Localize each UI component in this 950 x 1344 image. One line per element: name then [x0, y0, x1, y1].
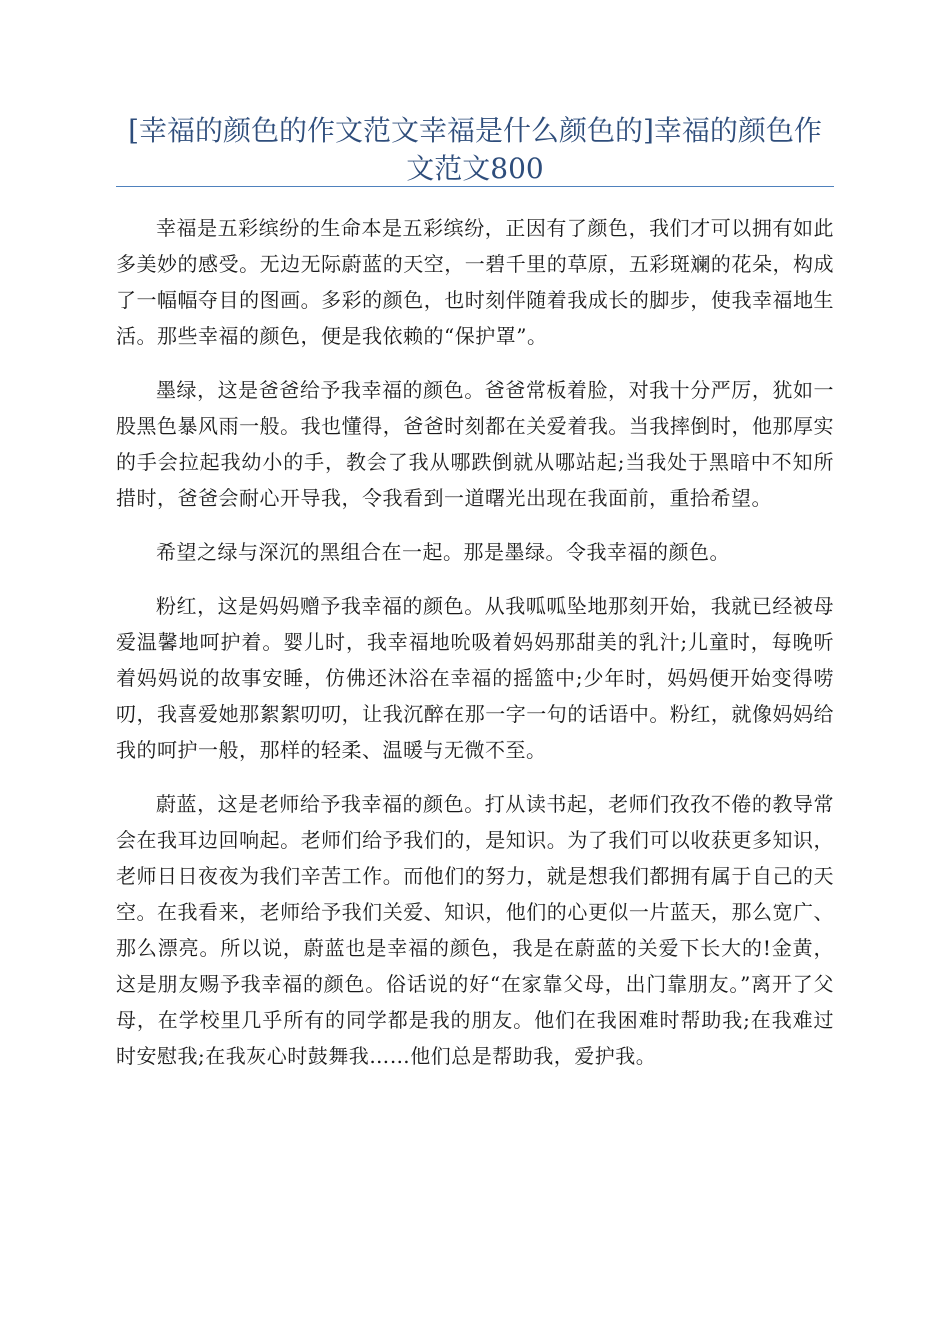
- paragraph: 墨绿，这是爸爸给予我幸福的颜色。爸爸常板着脸，对我十分严厉，犹如一股黑色暴风雨一般。我也懂得，爸爸时刻都在关爱着我。当我摔倒时，他那厚实的手会拉起我幼小的手，教会了我从哪跌倒就从哪站起;当我处于黑暗中不知所措时，爸爸会耐心开导我，令我看到一道曙光出现在我面前，重拾希望。: [116, 378, 834, 510]
- document-title: [幸福的颜色的作文范文幸福是什么颜色的]幸福的颜色作文范文800: [128, 114, 822, 185]
- paragraph: 希望之绿与深沉的黑组合在一起。那是墨绿。令我幸福的颜色。: [156, 540, 730, 564]
- document-body: [116, 210, 834, 1092]
- paragraph: 幸福是五彩缤纷的生命本是五彩缤纷，正因有了颜色，我们才可以拥有如此多美妙的感受。无边无际蔚蓝的天空，一碧千里的草原，五彩斑斓的花朵，构成了一幅幅夺目的图画。多彩的颜色，也时刻伴随着我成长的脚步，使我幸福地生活。那些幸福的颜色，便是我依赖的“保护罩”。: [116, 216, 834, 348]
- paragraph: 蔚蓝，这是老师给予我幸福的颜色。打从读书起，老师们孜孜不倦的教导常会在我耳边回响起。老师们给予我们的，是知识。为了我们可以收获更多知识，老师日日夜夜为我们辛苦工作。而他们的努力，就是想我们都拥有属于自己的天空。在我看来，老师给予我们关爱、知识，他们的心更似一片蓝天，那么宽广、那么漂亮。所以说，蔚蓝也是幸福的颜色，我是在蔚蓝的关爱下长大的!金黄，这是朋友赐予我幸福的颜色。俗话说的好“在家靠父母，出门靠朋友。”离开了父母，在学校里几乎所有的同学都是我的朋友。他们在我困难时帮助我;在我难过时安慰我;在我灰心时鼓舞我……他们总是帮助我，爱护我。: [116, 792, 834, 1068]
- paragraph: 粉红，这是妈妈赠予我幸福的颜色。从我呱呱坠地那刻开始，我就已经被母爱温馨地呵护着。婴儿时，我幸福地吮吸着妈妈那甜美的乳汁;儿童时，每晚听着妈妈说的故事安睡，仿佛还沐浴在幸福的摇篮中;少年时，妈妈便开始变得唠叨，我喜爱她那絮絮叨叨，让我沉醉在那一字一句的话语中。粉红，就像妈妈给我的呵护一般，那样的轻柔、温暖与无微不至。: [116, 594, 834, 762]
- title-divider: [116, 186, 834, 187]
